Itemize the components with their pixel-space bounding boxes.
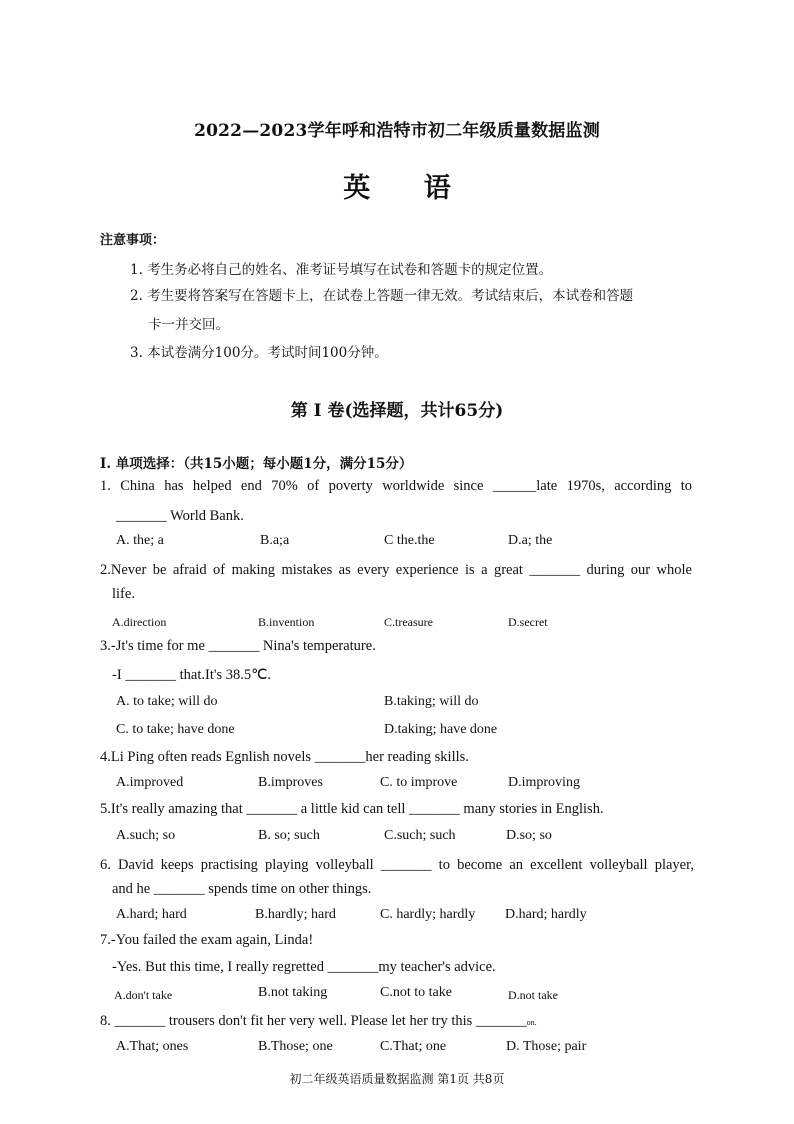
q8-option-c: C.That; one [380, 1039, 447, 1054]
q3-line2: -I _______ that.It's 38.5℃. [112, 667, 272, 683]
q6-option-a: A.hard; hard [116, 907, 187, 922]
q8-line1-end: on. [526, 1018, 537, 1027]
notice-item-2: 2. 考生要将答案写在答题卡上，在试卷上答题一律无效。考试结束后，本试卷和答题 [130, 288, 634, 304]
q2-line1: 2.Never be afraid of making mistakes as every experience is a great _______ during our whole [100, 562, 692, 578]
q6-option-b: B.hardly; hard [255, 907, 336, 922]
q3-option-a: A. to take; will do [116, 694, 218, 709]
q3-option-b: B.taking; will do [384, 694, 479, 709]
q5-line1: 5.It's really amazing that _______ a little kid can tell _______ many stories in English. [100, 801, 604, 817]
q1-option-a: A. the; a [116, 533, 164, 548]
q4-option-d: D.improving [508, 775, 580, 790]
q8-line1 [100, 1013, 537, 1030]
q6-option-c: C. hardly; hardly [380, 907, 476, 922]
q1-option-b: B.a;a [260, 533, 290, 548]
q2-option-d: D.secret [508, 615, 548, 629]
q4-option-a: A.improved [116, 775, 184, 790]
q6-line1: 6. David keeps practising playing volleyball _______ to become an excellent volleyball player, [100, 857, 694, 873]
q2-option-a: A.direction [112, 615, 167, 629]
q5-option-b: B. so; such [258, 828, 320, 843]
exam-title: 2022—2023学年呼和浩特市初二年级质量数据监测 [194, 121, 600, 141]
q2-line2: life. [112, 586, 135, 602]
q8-option-a: A.That; ones [116, 1039, 189, 1054]
q8-line1-text: 8. _______ trousers don't fit her very well. Please let her try this _______ [100, 1013, 527, 1029]
q7-option-b: B.not taking [258, 985, 328, 1000]
q4-line1: 4.Li Ping often reads Egnlish novels _______her reading skills. [100, 749, 469, 765]
q3-line1: 3.-Jt's time for me _______ Nina's temperature. [100, 638, 376, 654]
q5-option-d: D.so; so [506, 828, 552, 843]
q5-option-c: C.such; such [384, 828, 456, 843]
q6-line2: and he _______ spends time on other things. [112, 881, 372, 897]
q7-line2: -Yes. But this time, I really regretted _______my teacher's advice. [112, 959, 496, 975]
q4-option-c: C. to improve [380, 775, 458, 790]
q4-option-b: B.improves [258, 775, 323, 790]
q3-option-d: D.taking; have done [384, 722, 498, 737]
q7-option-a: A.don't take [114, 988, 173, 1002]
q6-option-d: D.hard; hardly [505, 907, 587, 922]
notice-item-2-cont: 卡一并交回。 [148, 317, 229, 333]
section-title: 第 I 卷(选择题，共计65分) [290, 401, 504, 421]
q1-line2: _______ World Bank. [116, 508, 244, 524]
notice-item-1: 1. 考生务必将自己的姓名、准考证号填写在试卷和答题卡的规定位置。 [130, 262, 553, 278]
q1-option-d: D.a; the [508, 533, 553, 548]
q8-option-b: B.Those; one [258, 1039, 333, 1054]
q8-option-d: D. Those; pair [506, 1039, 587, 1054]
q2-option-c: C.treasure [384, 615, 433, 629]
part-heading: I. 单项选择：（共15小题；每小题1分，满分15分） [100, 456, 413, 472]
page-footer: 初二年级英语质量数据监测 第1页 共8页 [289, 1072, 505, 1086]
q2-option-b: B.invention [258, 615, 315, 629]
q7-option-d: D.not take [508, 988, 558, 1002]
q7-line1: 7.-You failed the exam again, Linda! [100, 932, 314, 948]
notice-item-3: 3. 本试卷满分100分。考试时间100分钟。 [130, 345, 388, 361]
q1-line1: 1. China has helped end 70% of poverty worldwide since ______late 1970s, according to [100, 478, 692, 494]
notice-heading: 注意事项： [100, 233, 166, 248]
q7-option-c: C.not to take [380, 985, 452, 1000]
q3-option-c: C. to take; have done [116, 722, 235, 737]
q5-option-a: A.such; so [116, 828, 176, 843]
q1-option-c: C the.the [384, 533, 435, 548]
subject-title: 英 语 [343, 173, 473, 204]
